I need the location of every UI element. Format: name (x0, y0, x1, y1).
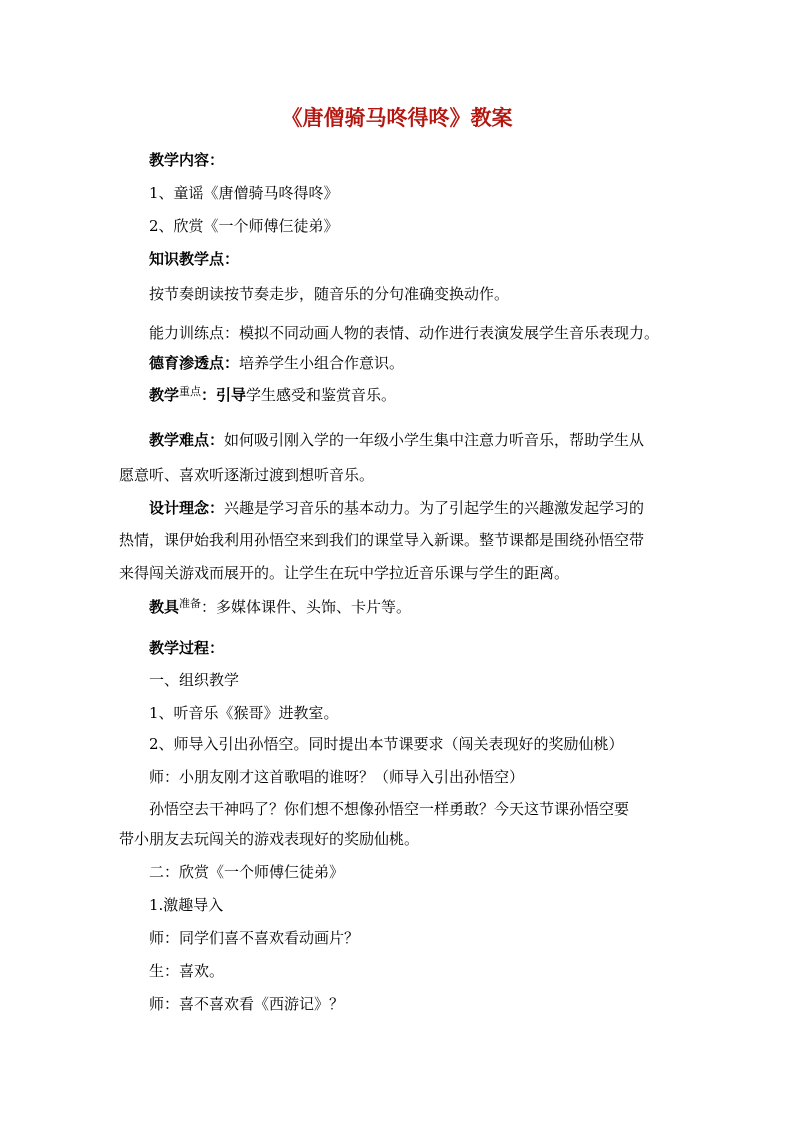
difficulty-text-cont: 愿意听、喜欢听逐渐过渡到想听音乐。 (119, 466, 375, 484)
moral-point-text: 培养学生小组合作意识。 (239, 354, 405, 372)
key-point-label-tail: ：引导 (201, 386, 247, 404)
process-item-2: 2、师导入引出孙悟空。同时提出本节课要求（闯关表现好的奖励仙桃） (149, 735, 624, 753)
dialogue-4: 师：喜不喜欢看《西游记》？ (149, 995, 345, 1013)
moral-point-line (149, 353, 404, 373)
document-title: 《唐僧骑马咚得咚》教案 (281, 105, 513, 130)
narrative-1-cont: 带小朋友去玩闯关的游戏表现好的奖励仙桃。 (119, 830, 420, 848)
process-step-1: 一、组织教学 (149, 671, 240, 689)
section-heading-process: 教学过程： (149, 639, 225, 657)
key-point-label-small: 重点 (179, 385, 202, 398)
key-point-text: 学生感受和鉴赏音乐。 (246, 386, 397, 404)
teaching-aids-label: 教具 (149, 598, 180, 616)
content-item-1: 1、童谣《唐僧骑马咚得咚》 (149, 184, 339, 202)
difficulty-label: 教学难点： (149, 431, 225, 449)
teaching-aids-line (149, 597, 411, 619)
dialogue-1: 师：小朋友刚才这首歌唱的谁呀？（师导入引出孙悟空） (149, 768, 525, 786)
difficulty-text: 如何吸引刚入学的一年级小学生集中注意力听音乐，帮助学生从 (224, 431, 645, 449)
dialogue-2: 师：同学们喜不喜欢看动画片？ (149, 929, 360, 947)
teaching-aids-text: ：多媒体课件、头饰、卡片等。 (201, 598, 412, 616)
section-heading-content: 教学内容： (149, 151, 225, 169)
teaching-aids-label-small: 准备 (179, 597, 202, 610)
design-idea-text: 兴趣是学习音乐的基本动力。为了引起学生的兴趣激发起学习的 (224, 499, 645, 517)
difficulty-line (149, 430, 644, 450)
dialogue-3: 生：喜欢。 (149, 962, 225, 980)
process-item-3: 1.激趣导入 (149, 896, 224, 914)
section-heading-knowledge: 知识教学点： (149, 250, 240, 268)
narrative-1: 孙悟空去干神吗了？你们想不想像孙悟空一样勇敢？今天这节课孙悟空要 (149, 800, 630, 818)
design-idea-line (149, 498, 644, 518)
design-idea-label: 设计理念： (149, 499, 225, 517)
key-point-line (149, 385, 396, 407)
design-idea-text-2: 热情，课伊始我利用孙悟空来到我们的课堂导入新课。整节课都是围绕孙悟空带 (119, 531, 645, 549)
process-step-2: 二：欣赏《一个师傅仨徒弟》 (149, 863, 345, 881)
content-item-2: 2、欣赏《一个师傅仨徒弟》 (149, 217, 339, 235)
moral-point-label: 德育渗透点： (149, 354, 240, 372)
knowledge-text: 按节奏朗读按节奏走步，随音乐的分句准确变换动作。 (149, 285, 510, 303)
ability-point-text: 能力训练点：模拟不同动画人物的表情、动作进行表演发展学生音乐表现力。 (149, 324, 660, 342)
key-point-label: 教学 (149, 386, 180, 404)
process-item-1: 1、听音乐《猴哥》进教室。 (149, 704, 339, 722)
design-idea-text-3: 来得闯关游戏而展开的。让学生在玩中学拉近音乐课与学生的距离。 (119, 564, 570, 582)
